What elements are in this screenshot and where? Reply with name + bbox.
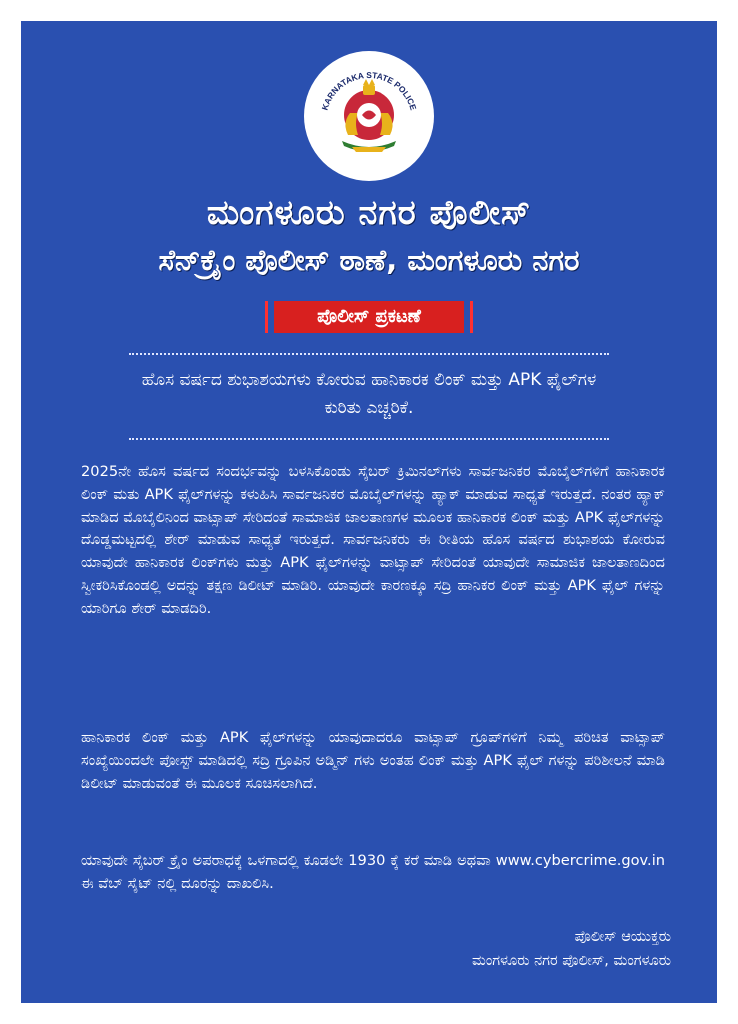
- emblem-text: KARNATAKA STATE POLICE: [319, 69, 419, 112]
- station-subtitle: ಸೆನ್‌ಕ್ರೈಂ ಪೊಲೀಸ್ ಠಾಣೆ, ಮಂಗಳೂರು ನಗರ: [158, 243, 580, 277]
- signature-title: ಪೊಲೀಸ್ ಆಯುಕ್ತರು: [574, 929, 671, 945]
- notice-headline: ಹೊಸ ವರ್ಷದ ಶುಭಾಶಯಗಳು ಕೋರುವ ಹಾನಿಕಾರಕ ಲಿಂಕ್ ಮತ್ತು APK ಫೈಲ್‌ಗಳ ಕುರಿತು ಎಚ್ಚರಿಕೆ.: [141, 370, 597, 418]
- page-title: ಮಂಗಳೂರು ನಗರ ಪೊಲೀಸ್: [206, 193, 532, 233]
- emblem-icon: [304, 51, 434, 181]
- signature-office: ಮಂಗಳೂರು ನಗರ ಪೊಲೀಸ್, ಮಂಗಳೂರು: [472, 953, 671, 969]
- notice-paragraph: ಯಾವುದೇ ಸೈಬರ್ ಕ್ರೈಂ ಅಪರಾಧಕ್ಕೆ ಒಳಗಾದಲ್ಲಿ ಕೂಡಲೇ 1930 ಕ್ಕೆ ಕರೆ ಮಾಡಿ ಅಥವಾ www.cybercrime.gov.in ಈ ವೆಬ್ ಸೈಟ್ ನಲ್ಲಿ ದೂರನ್ನು ದಾಖಲಿಸಿ.: [81, 852, 665, 892]
- signature-block: [399, 925, 671, 973]
- dotted-divider-bottom: [129, 438, 609, 440]
- badge-label: ಪೊಲೀಸ್ ಪ್ರಕಟಣೆ: [274, 301, 464, 333]
- announcement-badge: [265, 301, 473, 333]
- dotted-divider-top: [129, 353, 609, 355]
- notice-poster: [21, 21, 717, 1003]
- police-emblem: [304, 51, 434, 181]
- notice-paragraph: 2025ನೇ ಹೊಸ ವರ್ಷದ ಸಂದರ್ಭವನ್ನು ಬಳಸಿಕೊಂಡು ಸೈಬರ್ ಕ್ರಿಮಿನಲ್‌ಗಳು ಸಾರ್ವಜನಿಕರ ಮೊಬೈಲ್‌ಗಳಿಗೆ ಹಾನಿಕಾರಕ ಲಿಂಕ್ ಮತು APK ಫೈಲ್‌ಗಳನ್ನು ಕಳುಹಿಸಿ ಸಾರ್ವಜನಿಕರ ಮೊಬೈಲ್‌ಗಳನ್ನು ಹ್ಯಾಕ್ ಮಾಡುವ ಸಾಧ್ಯತೆ ಇರುತ್ತದೆ. ನಂತರ ಹ್ಯಾಕ್ ಮಾಡಿದ ಮೊಬೈಲಿನಿಂದ ವಾಟ್ಸಾಪ್ ಸೇರಿದಂತೆ ಸಾಮಾಜಿಕ ಜಾಲತಾಣಗಳ ಮೂಲಕ ಹಾನಿಕಾರಕ ಲಿಂಕ್ ಮತ್ತು APK ಫೈಲ್‌ಗಳನ್ನು ದೊಡ್ಡಮಟ್ಟದಲ್ಲಿ ಶೇರ್ ಮಾಡುವ ಸಾಧ್ಯತೆ ಇರುತ್ತದೆ. ಸಾರ್ವಜನಿಕರು ಈ ರೀತಿಯ ಹೊಸ ವರ್ಷದ ಶುಭಾಶಯ ಕೋರುವ ಯಾವುದೇ ಹಾನಿಕಾರಕ ಲಿಂಕ್‌ಗಳು ಮತ್ತು APK ಫೈಲ್‌ಗಳನ್ನು ವಾಟ್ಸಾಪ್ ಸೇರಿದಂತೆ ಯಾವುದೇ ಸಾಮಾಜಿಕ ಜಾಲತಾಣದಿಂದ ಸ್ವೀಕರಿಸಿಕೊಂಡಲ್ಲಿ ಅದನ್ನು ತಕ್ಷಣ ಡಿಲೀಟ್ ಮಾಡಿರಿ. ಯಾವುದೇ ಕಾರಣಕ್ಕೂ ಸದ್ರಿ ಹಾನಿಕರ ಲಿಂಕ್ ಮತ್ತು APK ಫೈಲ್ ಗಳನ್ನು ಯಾರಿಗೂ ಶೇರ್ ಮಾಡದಿರಿ.: [81, 463, 665, 617]
- notice-paragraph: ಹಾನಿಕಾರಕ ಲಿಂಕ್ ಮತ್ತು APK ಫೈಲ್‌ಗಳನ್ನು ಯಾವುದಾದರೂ ವಾಟ್ಸಾಪ್ ಗ್ರೂಪ್‌ಗಳಿಗೆ ನಿಮ್ಮ ಪರಿಚಿತ ವಾಟ್ಸಾಪ್ ಸಂಖ್ಯೆಯಿಂದಲೇ ಪೋಸ್ಟ್ ಮಾಡಿದಲ್ಲಿ ಸದ್ರಿ ಗ್ರೂಪಿನ ಅಡ್ಮಿನ್ ಗಳು ಅಂತಹ ಲಿಂಕ್ ಮತ್ತು APK ಫೈಲ್ ಗಳನ್ನು ಪರಿಶೀಲನೆ ಮಾಡಿ ಡಿಲೀಟ್ ಮಾಡುವಂತೆ ಈ ಮೂಲಕ ಸೂಚಿಸಲಾಗಿದೆ.: [81, 729, 665, 792]
